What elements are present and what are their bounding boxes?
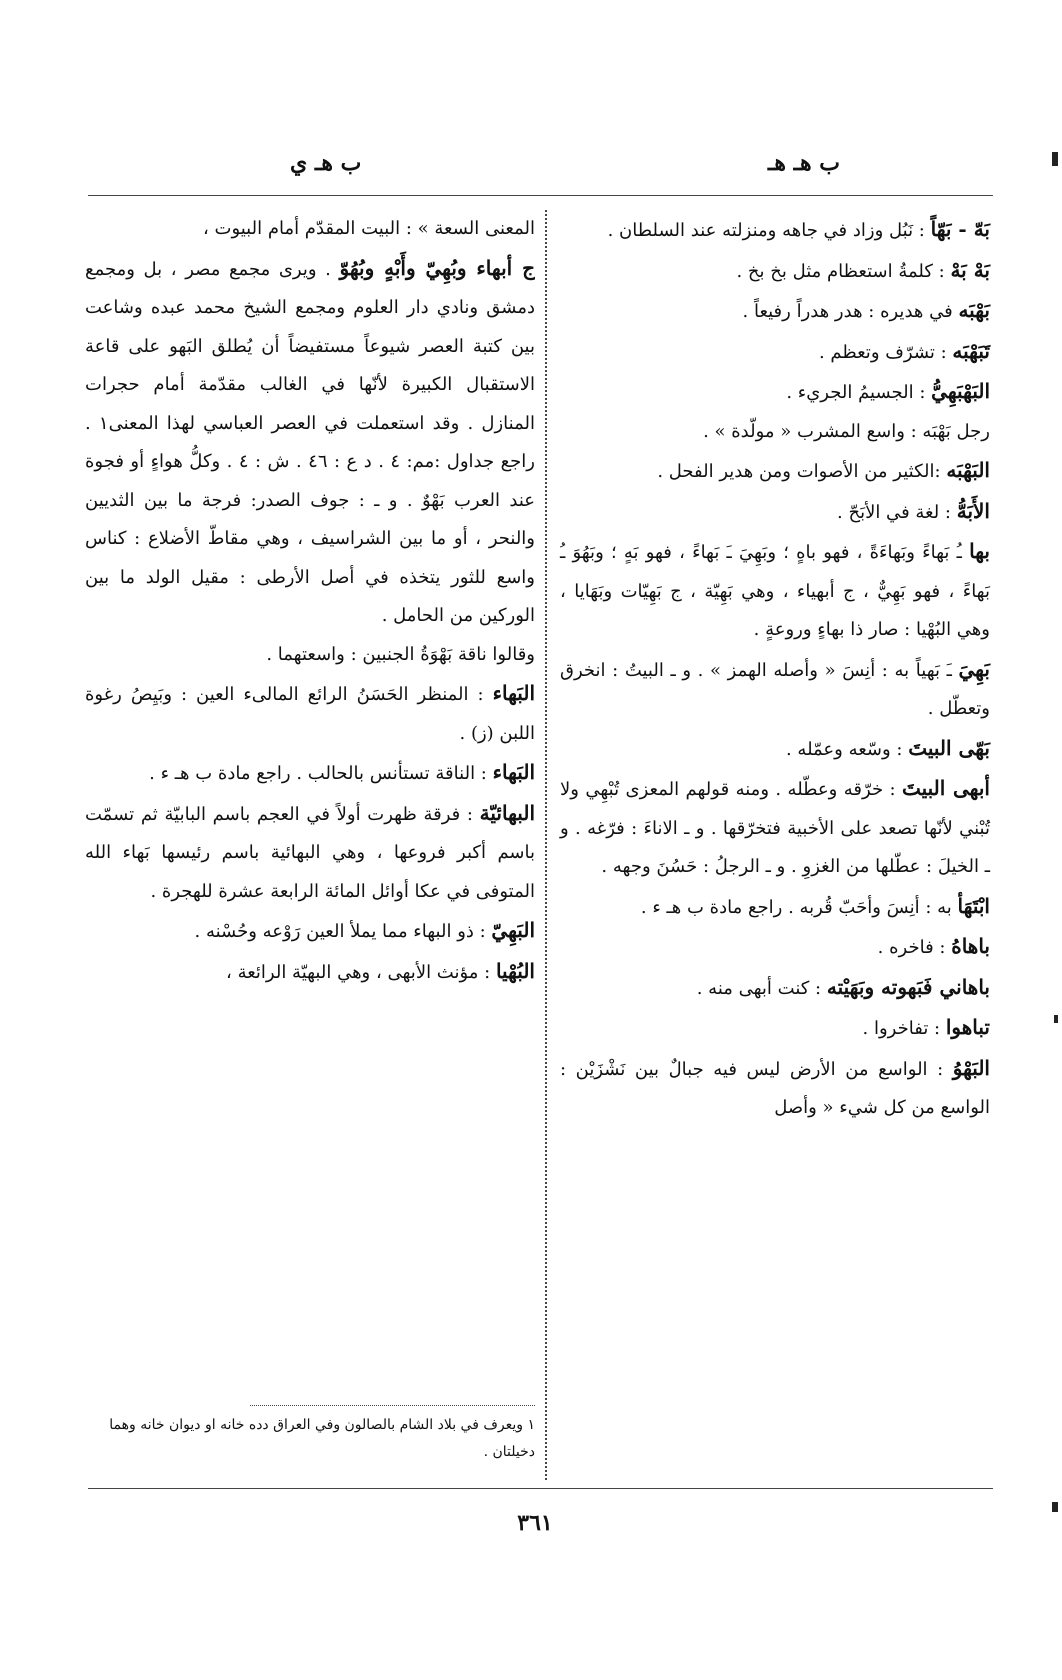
- entry-headword: بَهْ بَهْ: [950, 257, 990, 282]
- entry-headword: البَهِيّ: [491, 918, 535, 942]
- dictionary-entry: [560, 332, 990, 373]
- dictionary-entry: [85, 794, 535, 912]
- entry-definition: : كنت أبهى منه .: [696, 977, 822, 999]
- left-column: [85, 210, 535, 1405]
- dictionary-entry: [560, 251, 990, 292]
- entry-definition: في هديره : هدر هدراً رفيعاً .: [742, 301, 953, 322]
- dictionary-entry: [560, 451, 990, 492]
- entry-definition: : لغة في الأبَحّ .: [837, 501, 951, 523]
- entry-headword: البَهْبَه: [946, 458, 990, 482]
- column-divider: [545, 210, 547, 1480]
- header-root-right: ب هـ هـ: [767, 150, 840, 176]
- dictionary-entry: [85, 636, 535, 675]
- entry-headword: أبهى البيتَ: [901, 776, 990, 800]
- footer-rule: [88, 1488, 993, 1489]
- entry-definition: : وسّعه وعمّله .: [785, 738, 903, 760]
- dictionary-entry: [560, 650, 990, 729]
- entry-definition: : خرّقه وعطّله . ومنه قولهم المعزى تُبْهِي ولا تُبْني لأنّها تصعد على الأخبية فتخرّقها . و ـ الاناءَ : فرّغه . و ـ الخيلَ : عطّلها من الغزوِ . و ـ الرجلُ : حَسُنَ وجهه .: [560, 779, 990, 877]
- dictionary-entry: [85, 753, 535, 794]
- footnote-rule: [250, 1405, 535, 1406]
- dictionary-entry: [560, 887, 990, 928]
- page-number: ٣٦١: [517, 1510, 553, 1536]
- entry-headword: ج أبهاء وبُهِيّ وأَبْهٍ وبُهُوّ: [339, 255, 535, 280]
- entry-headword: باهاني فَبَهوته وبَهَيْته: [826, 974, 990, 999]
- entry-headword: بها: [969, 539, 990, 563]
- dictionary-entry: [560, 927, 990, 968]
- entry-headword: بَهِيَ: [958, 656, 990, 681]
- dictionary-entry: [85, 210, 535, 249]
- entry-headword: بَهّ - بَهّاً: [930, 217, 990, 241]
- dictionary-entry: [85, 249, 535, 636]
- entry-headword: بَهّى البيتَ: [908, 735, 990, 760]
- dictionary-entry: [85, 674, 535, 753]
- entry-definition: : تفاخروا .: [862, 1018, 941, 1039]
- entry-headword: باهاهُ: [951, 934, 990, 958]
- entry-definition: : الناقة تستأنس بالحالب . راجع مادة ب هـ ء .: [149, 763, 487, 784]
- entry-headword: تباهوا: [945, 1015, 990, 1039]
- entry-definition: ـَ بَهياً به : أنِسَ « وأصله الهمز » . و ـ البيتُ : انخرق وتعطّل .: [560, 659, 990, 719]
- header-rule: [88, 195, 993, 196]
- footnote: ١ ويعرف في بلاد الشام بالصالون وفي العراق دده خانه او ديوان خانه وهما دخيلتان .: [109, 1417, 535, 1460]
- dictionary-entry: [560, 1008, 990, 1049]
- entry-definition: : المنظر الحَسَنُ الرائع المالىء العين : وبَيِصُ رغوة اللبن (ز) .: [85, 684, 535, 744]
- entry-headword: بَهْبَه: [958, 298, 990, 322]
- entry-definition: : نَبُل وزاد في جاهه ومنزلته عند السلطان .: [607, 220, 925, 241]
- entry-headword: تَبَهْبَه: [952, 338, 990, 363]
- entry-headword: ابْتَهَأ: [957, 893, 990, 918]
- entry-definition: : مؤنث الأبهى ، وهي البهيّة الرائعة ،: [226, 961, 491, 983]
- entry-definition: :الكثير من الأصوات ومن هدير الفحل .: [657, 461, 941, 482]
- entry-headword: البَهْوُ: [952, 1055, 990, 1080]
- dictionary-entry: [560, 372, 990, 413]
- entry-definition: رجل بَهْبَه : واسع المشرب « مولّدة » .: [703, 420, 990, 442]
- scan-edge-mark: [1052, 152, 1058, 166]
- dictionary-entry: [560, 291, 990, 332]
- dictionary-entry: [560, 492, 990, 533]
- entry-headword: البَهْبَهِيُّ: [931, 379, 990, 403]
- entry-definition: : تشرّف وتعظم .: [818, 341, 947, 363]
- entry-definition: : الجسيمُ الجريء .: [786, 382, 926, 403]
- dictionary-entry: [560, 1049, 990, 1128]
- entry-definition: ـُ بَهاءً وبَهاءَةً ، فهو باهٍ ؛ وبَهِيَ ـَ بَهاءً ، فهو بَهٍ ؛ وبَهُوَ ـُ بَهاءً ، فهو بَهِيٌّ ، ج أبهياء ، وهي بَهِيّة ، ج بَهِيّات وبَهَايا ، وهي البُهْيا : صار ذا بهاءٍ وروعةٍ .: [560, 542, 990, 640]
- entry-definition: المعنى السعة » : البيت المقدّم أمام البيوت ،: [202, 218, 535, 239]
- dictionary-entry: [560, 769, 990, 887]
- entry-definition: : فاخره .: [877, 937, 946, 958]
- dictionary-entry: [560, 413, 990, 452]
- right-column: [560, 210, 990, 1128]
- entry-headword: الأَبَهُّ: [956, 498, 990, 523]
- page-header: [90, 150, 990, 186]
- scan-edge-mark: [1054, 1015, 1058, 1023]
- dictionary-entry: [560, 968, 990, 1009]
- dictionary-entry: [560, 729, 990, 770]
- scan-edge-mark: [1052, 1502, 1058, 1512]
- entry-headword: البُهْيا: [495, 958, 535, 983]
- entry-definition: : ذو البهاء مما يملأ العين رَوْعه وحُسْنه .: [194, 921, 486, 942]
- entry-definition: : فرقة ظهرت أولاً في العجم باسم البابيّة ثم تسمّت باسم أكبر فروعها ، وهي البهائية باسم رئيسها بَهاء الله المتوفى في عكا أوائل المائة الرابعة عشرة للهجرة .: [85, 803, 535, 902]
- dictionary-entry: [85, 911, 535, 952]
- entry-headword: البهائيّة: [479, 800, 535, 825]
- dictionary-entry: [85, 952, 535, 993]
- entry-definition: به : أنِسَ وأحَبّ قُربه . راجع مادة ب هـ ء .: [640, 896, 952, 918]
- dictionary-entry: [560, 532, 990, 650]
- header-root-left: ب هـ ي: [290, 150, 362, 176]
- entry-definition: . ويرى مجمع مصر ، بل ومجمع دمشق ونادي دار العلوم ومجمع الشيخ محمد عبده وشاعت بين كتبة العصر شيوعاً مستفيضاً أن يُطلق البَهو على قاعة الاستقبال الكبيرة لأنّها في الغالب مقدّمة أمام حجرات المنازل . وقد استعملت في العصر العباسي لهذا المعنى١ . راجع جداول :مم: ٤ . د ع : ٤٦ . ش : ٤ . وكلُّ هواءٍ أو فجوة عند العرب بَهْوٌ . و ـ : جوف الصدر: فرجة ما بين الثديين والنحر ، أو ما بين الشراسيف ، وهي مقاطّ الأضلاع : كناس واسع للثور يتخذه في أصل الأرطى : مقيل الولد ما بين الوركين من الحامل .: [85, 258, 535, 626]
- entry-definition: وقالوا ناقة بَهْوَةُ الجنبين : واسعتهما .: [266, 643, 535, 665]
- entry-headword: البَهاء: [492, 681, 535, 705]
- entry-headword: البَهاء: [492, 760, 535, 784]
- entry-definition: : كلمةُ استعظام مثل بخ بخ .: [736, 260, 945, 282]
- entry-definition: : الواسع من الأرض ليس فيه جبالٌ بين نَشْزَيْن : الواسع من كل شيء « وأصل: [560, 1058, 990, 1118]
- dictionary-entry: [560, 210, 990, 251]
